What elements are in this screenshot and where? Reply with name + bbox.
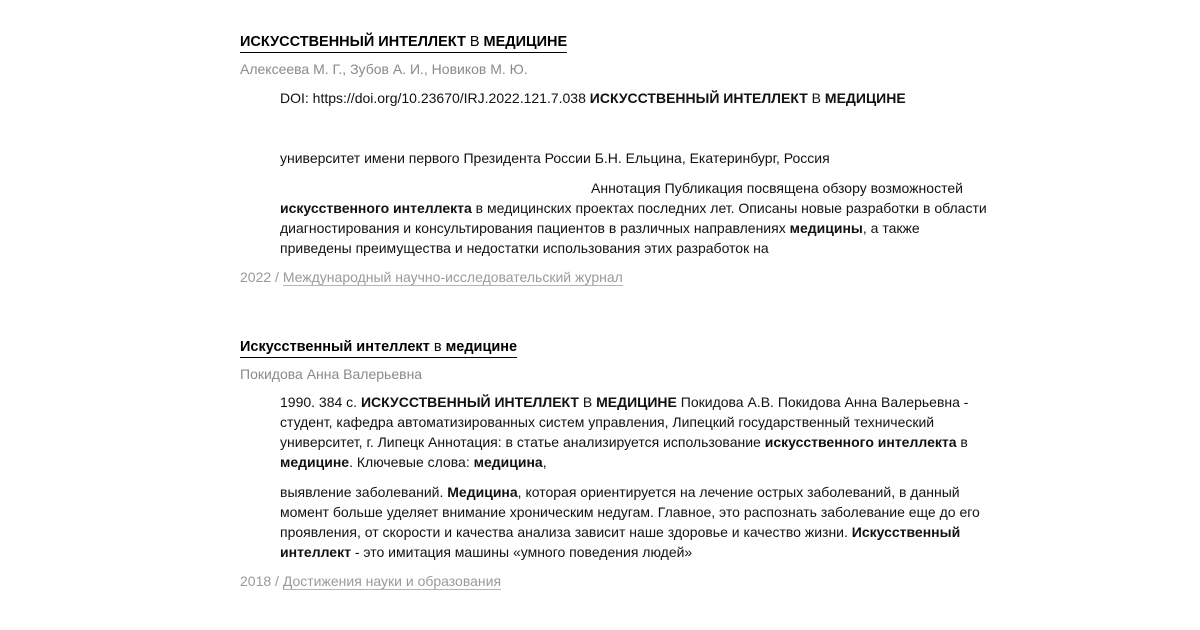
text-segment: В [578,394,597,410]
result-item-2 [240,338,980,589]
text-segment: В [807,90,825,106]
result-item-1 [240,33,987,285]
highlighted-term: Медицина [447,484,518,500]
text-segment: в медицинских проектах последних лет. Описаны новые разработки в области диагностирования и консультирования пациентов в различных направлениях [280,200,987,236]
meta-separator: / [271,573,283,589]
text-segment: Покидова А.В. Покидова Анна Валерьевна - студент, кафедра автоматизированных систем управления, Липецкий государственный технический университет, г. Липецк Аннотация: в статье анализируется использование [280,394,969,450]
result-snippet-abstract [280,178,990,258]
highlighted-term: медицине [445,339,518,355]
highlighted-term: МЕДИЦИНЕ [596,394,677,410]
result-snippet-affiliation: университет имени первого Президента России Б.Н. Ельцина, Екатеринбург, Россия [280,150,830,166]
text-segment: , [542,454,547,470]
result-snippet-paragraph-2 [280,482,980,562]
result-snippet-doi [280,88,980,108]
highlighted-term: ИСКУССТВЕННЫЙ ИНТЕЛЛЕКТ [240,34,466,50]
text-segment: , а также приведены преимущества и недостатки использования этих разработок на [280,220,920,256]
highlighted-term: искусственного интеллекта [764,434,957,450]
text-segment: . Ключевые слова: [349,454,474,470]
text-segment: в [956,434,968,450]
text-segment: - это имитация машины «умного поведения людей» [350,544,693,560]
text-segment: выявление заболеваний. [280,484,448,500]
text-segment: В [465,34,484,50]
highlighted-term: Искусственный интеллект [240,339,430,355]
text-segment: 1990. 384 с. [280,394,361,410]
result-title-link[interactable] [240,338,517,358]
text-segment: DOI: https://doi.org/10.23670/IRJ.2022.121.7.038 [280,90,590,106]
result-year: 2018 [240,573,272,589]
result-journal-link[interactable]: Международный научно-исследовательский журнал [282,269,623,285]
result-snippet-paragraph-1 [280,392,980,472]
result-meta [240,572,501,590]
result-title-link[interactable] [240,33,567,53]
text-segment: в [429,339,446,355]
highlighted-term: Искусственный интеллект [280,524,961,560]
highlighted-term: медицине [280,454,350,470]
highlighted-term: МЕДИЦИНЕ [483,34,568,50]
result-authors: Покидова Анна Валерьевна [240,366,423,382]
text-segment: Аннотация Публикация посвящена обзору возможностей [591,180,963,196]
highlighted-term: медицины [789,220,863,236]
result-year: 2022 [240,269,272,285]
result-authors: Алексеева М. Г., Зубов А. И., Новиков М. Ю. [240,61,528,77]
highlighted-term: искусственного интеллекта [280,200,472,216]
result-meta [240,268,623,286]
highlighted-term: медицина [473,454,543,470]
highlighted-term: ИСКУССТВЕННЫЙ ИНТЕЛЛЕКТ [360,394,579,410]
text-segment: , которая ориентируется на лечение острых заболеваний, в данный момент больше уделяет внимание хроническим недугам. Главное, это распознать заболевание еще до его проявления, от скорости и качества анализа зависит наше здоровье и качество жизни. [280,484,980,540]
abstract-text [280,180,987,256]
highlighted-term: ИСКУССТВЕННЫЙ ИНТЕЛЛЕКТ [589,90,808,106]
highlighted-term: МЕДИЦИНЕ [824,90,906,106]
meta-separator: / [271,269,283,285]
result-journal-link[interactable]: Достижения науки и образования [282,573,502,589]
